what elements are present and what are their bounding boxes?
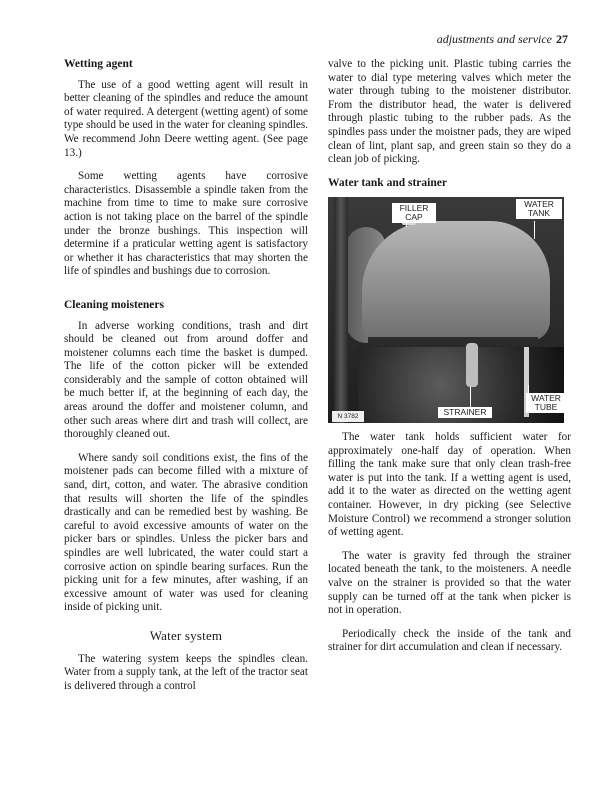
paragraph-continued: valve to the picking unit. Plastic tubing carries the water to dial type metering valves which meter the water through tubing to the moistener distributor. From the distributor head, the water is delivered through plastic tubing to the rubber pads. As the spindles pass under the moistner pads, they are wiped clean of lint, plant sap, and green stain so they do a clean job of picking. [328,58,571,166]
label-water-tube: WATER TUBE [526,393,564,413]
water-tank-photo [328,197,564,423]
section-title: adjustments and service [436,32,552,46]
paragraph: The water tank holds sufficient water for approximately one-half day of operation. When filling the tank make sure that only clean trash-free water is put into the tank. If a wetting agent is used, add it to the water as directed on the wetting agent container. However, in dry picking (see Selective Moisture Control) we recommend a stronger solution of wetting agent. [328,431,571,539]
strap-shape [368,337,538,345]
heading-water-system: Water system [149,627,223,643]
paragraph: The watering system keeps the spindles clean. Water from a supply tank, at the left of the tractor seat is delivered through a control [64,652,308,692]
heading-water-tank-strainer: Water tank and strainer [328,176,447,189]
heading-wetting-agent: Wetting agent [64,58,133,70]
label-strainer: STRAINER [438,407,492,418]
label-filler-cap: FILLER CAP [392,203,436,223]
frame-shape [334,197,348,423]
page-header [437,32,568,47]
right-column [328,58,571,423]
paragraph: The water is gravity fed through the strainer located beneath the tank, to the moisteners. A needle valve on the strainer is provided so that the water supply can be turned off at the tank when picker is not in operation. [328,549,571,617]
paragraph: In adverse working conditions, trash and dirt should be cleaned out from around doffer and moistener columns each time the basket is dumped. The life of the cotton picker will be extended considerably and the sample of cotton obtained will be much better if, at the beginning of each day, the areas around the doffer and moistener column, and other such areas where dirt and trash will collect, are thoroughly cleaned out. [64,319,308,441]
paragraph: Where sandy soil conditions exist, the fins of the moistener pads can become filled with a mixture of sand, dirt, cotton, and water. The abrasive condition that results will shorten the life of the spindles drastically and can be remedied best by washing. Be careful to avoid excessive amounts of water on the picker bars or spindles. Unless the picker bars and spindles are well lubricated, the water could start a corrosive action on spindle bearing surfaces. Run the picking unit for a few minutes, after washing, if an excessive amount of water was used for cleaning inside of picking unit. [64,451,308,614]
page-number: 27 [556,32,568,46]
figure-code: N 3782 [332,411,364,422]
right-column-lower [328,431,571,665]
heading-cleaning-moisteners: Cleaning moisteners [64,298,164,311]
paragraph: The use of a good wetting agent will result in better cleaning of the spindles and reduce the amount of water required. A detergent (wetting agent) of some type should be used in the water for cleaning spindles. We recommend John Deere wetting agent. (See page 13.) [64,78,308,159]
strainer-shape [466,343,478,387]
paragraph: Some wetting agents have corrosive characteristics. Disassemble a spindle taken from the machine from time to time to make sure corrosive action is not taking place on the barrel of the spindle under the bronze bushings. This inspection will determine if a praticular wetting agent is satisfactory or whether it has characteristics that may shorten the life of spindles and bushings due to corrosion. [64,170,308,278]
paragraph: Periodically check the inside of the tank and strainer for dirt accumulation and clean if necessary. [328,627,571,654]
label-water-tank: WATER TANK [516,199,562,219]
tank-shape [362,221,550,341]
left-column [64,58,308,703]
